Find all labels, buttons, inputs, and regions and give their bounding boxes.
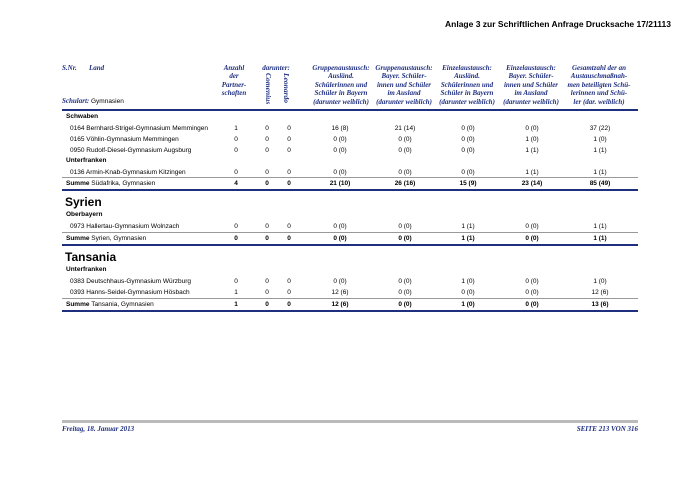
cell-gruppen-ausl: 0 (0) bbox=[333, 278, 347, 285]
cell-gesamt: 1 (1) bbox=[593, 169, 607, 176]
cell-gruppen-ausl: 16 (8) bbox=[331, 125, 349, 132]
section-rule bbox=[62, 310, 638, 312]
header-land: Land bbox=[89, 64, 105, 72]
cell-leonardo: 0 bbox=[287, 289, 291, 296]
sum-gruppen-ausl: 0 (0) bbox=[333, 235, 347, 242]
header-line: Schülerinnen und bbox=[314, 80, 368, 89]
sum-gruppen-bayer: 0 (0) bbox=[398, 301, 412, 308]
header-line: im Ausland bbox=[514, 89, 548, 98]
section-rule bbox=[62, 244, 638, 246]
sum-leonardo: 0 bbox=[287, 180, 291, 187]
header-line: Gruppenaustausch: bbox=[375, 64, 433, 72]
header-line: Ausländ. bbox=[328, 72, 354, 81]
sum-gesamt: 85 (49) bbox=[589, 180, 611, 187]
cell-comenius: 0 bbox=[265, 278, 269, 285]
cell-einzel-bayer: 1 (1) bbox=[525, 147, 539, 154]
cell-leonardo: 0 bbox=[287, 125, 291, 132]
sum-row bbox=[62, 300, 638, 309]
table-row bbox=[62, 277, 638, 286]
cell-gruppen-ausl: 12 (6) bbox=[331, 289, 349, 296]
sum-anzahl: 0 bbox=[234, 235, 238, 242]
school-name: 0165 Vöhlin-Gymnasium Memmingen bbox=[70, 136, 179, 143]
sum-anzahl: 1 bbox=[234, 301, 238, 308]
header-anzahl bbox=[214, 64, 254, 98]
cell-gruppen-bayer: 0 (0) bbox=[398, 169, 412, 176]
header-line: Einzelaustausch: bbox=[442, 64, 492, 72]
header-line: Schüler in Bayern bbox=[314, 89, 368, 98]
header-line: der bbox=[229, 72, 239, 81]
header-line: (darunter weiblich) bbox=[313, 97, 369, 106]
cell-einzel-bayer: 0 (0) bbox=[525, 125, 539, 132]
sum-row bbox=[62, 179, 638, 188]
table-row bbox=[62, 222, 638, 231]
cell-gruppen-bayer: 0 (0) bbox=[398, 147, 412, 154]
cell-einzel-ausl: 0 (0) bbox=[461, 136, 475, 143]
sum-einzel-bayer: 0 (0) bbox=[525, 235, 539, 242]
cell-leonardo: 0 bbox=[287, 223, 291, 230]
header-line: Anzahl bbox=[223, 64, 245, 72]
sum-rule bbox=[62, 232, 638, 233]
header-line: Ausländ. bbox=[454, 72, 480, 81]
sum-comenius: 0 bbox=[265, 235, 269, 242]
sum-einzel-bayer: 0 (0) bbox=[525, 301, 539, 308]
sum-leonardo: 0 bbox=[287, 301, 291, 308]
cell-einzel-ausl: 0 (0) bbox=[461, 169, 475, 176]
sum-gruppen-bayer: 26 (16) bbox=[394, 180, 416, 187]
cell-comenius: 0 bbox=[265, 147, 269, 154]
cell-gesamt: 37 (22) bbox=[589, 125, 611, 132]
cell-gruppen-bayer: 0 (0) bbox=[398, 278, 412, 285]
cell-anzahl: 1 bbox=[234, 289, 238, 296]
cell-einzel-ausl: 0 (0) bbox=[461, 289, 475, 296]
cell-einzel-ausl: 1 (1) bbox=[461, 223, 475, 230]
sum-gesamt: 1 (1) bbox=[593, 235, 607, 242]
header-line: Einzelaustausch: bbox=[506, 64, 556, 72]
region-heading: Oberbayern bbox=[66, 211, 103, 218]
header-line: (darunter weiblich) bbox=[503, 97, 559, 106]
sum-word: Summe bbox=[66, 235, 90, 242]
sum-comenius: 0 bbox=[265, 180, 269, 187]
header-line: schaften bbox=[221, 89, 247, 98]
header-einzel-ausl bbox=[434, 64, 500, 106]
cell-comenius: 0 bbox=[265, 169, 269, 176]
footer-rule bbox=[62, 420, 638, 423]
cell-leonardo: 0 bbox=[287, 147, 291, 154]
header-gruppen-ausl bbox=[307, 64, 375, 106]
cell-einzel-bayer: 1 (1) bbox=[525, 169, 539, 176]
header-line: Bayer. Schüler- bbox=[381, 72, 427, 81]
cell-gesamt: 1 (0) bbox=[593, 278, 607, 285]
sum-word: Summe bbox=[66, 180, 90, 187]
header-line: innen und Schüler bbox=[376, 80, 432, 89]
cell-einzel-bayer: 0 (0) bbox=[525, 223, 539, 230]
header-line: Schüler in Bayern bbox=[440, 89, 494, 98]
header-line: lerinnen und Schü- bbox=[570, 89, 628, 98]
cell-comenius: 0 bbox=[265, 136, 269, 143]
cell-gesamt: 12 (6) bbox=[591, 289, 609, 296]
cell-anzahl: 0 bbox=[234, 169, 238, 176]
sum-einzel-ausl: 1 (1) bbox=[461, 235, 475, 242]
region-heading: Unterfranken bbox=[66, 157, 107, 164]
header-line: Austauschmaßnah- bbox=[570, 72, 628, 81]
school-name: 0973 Hallertau-Gymnasium Wolnzach bbox=[70, 223, 180, 230]
school-name: 0393 Hanns-Seidel-Gymnasium Hösbach bbox=[70, 289, 190, 296]
sum-rule bbox=[62, 177, 638, 178]
header-snr: S.Nr. bbox=[62, 64, 77, 72]
country-heading: Tansania bbox=[65, 250, 117, 264]
header-schulart-label: Schulart: bbox=[62, 97, 90, 105]
school-name: 0383 Deutschhaus-Gymnasium Würzburg bbox=[70, 278, 192, 285]
sum-label bbox=[66, 234, 146, 243]
cell-leonardo: 0 bbox=[287, 169, 291, 176]
header-line: ler (dar. weiblich) bbox=[573, 97, 625, 106]
country-heading: Syrien bbox=[65, 195, 102, 209]
sum-einzel-ausl: 1 (0) bbox=[461, 301, 475, 308]
header-rule bbox=[62, 109, 638, 111]
cell-einzel-bayer: 1 (0) bbox=[525, 136, 539, 143]
sum-comenius: 0 bbox=[265, 301, 269, 308]
sum-rule bbox=[62, 298, 638, 299]
cell-gruppen-bayer: 0 (0) bbox=[398, 136, 412, 143]
cell-anzahl: 0 bbox=[234, 136, 238, 143]
sum-einzel-ausl: 15 (9) bbox=[459, 180, 477, 187]
sum-gruppen-ausl: 12 (6) bbox=[331, 301, 349, 308]
sum-row bbox=[62, 234, 638, 243]
sum-text: Südafrika, Gymnasien bbox=[91, 180, 156, 187]
school-name: 0164 Bernhard-Strigel-Gymnasium Memmingen bbox=[70, 125, 209, 132]
header-leonardo: Leonardo bbox=[282, 73, 291, 103]
header-schulart bbox=[62, 97, 124, 106]
sum-label bbox=[66, 179, 155, 188]
school-name: 0136 Armin-Knab-Gymnasium Kitzingen bbox=[70, 169, 186, 176]
header-line: (darunter weiblich) bbox=[439, 97, 495, 106]
table-row bbox=[62, 146, 638, 155]
section-rule bbox=[62, 189, 638, 191]
header-line: men beteiligten Schü- bbox=[567, 80, 631, 89]
header-einzel-bayer bbox=[498, 64, 564, 106]
header-line: Schülerinnen und bbox=[440, 80, 494, 89]
cell-gesamt: 1 (0) bbox=[593, 136, 607, 143]
cell-gruppen-ausl: 0 (0) bbox=[333, 223, 347, 230]
footer-date: Freitag, 18. Januar 2013 bbox=[62, 425, 135, 433]
header-line: Gruppenaustausch: bbox=[312, 64, 370, 72]
cell-einzel-bayer: 0 (0) bbox=[525, 278, 539, 285]
cell-anzahl: 1 bbox=[234, 125, 238, 132]
cell-gruppen-ausl: 0 (0) bbox=[333, 169, 347, 176]
cell-leonardo: 0 bbox=[287, 136, 291, 143]
header-line: Gesamtzahl der an bbox=[571, 64, 627, 72]
header-gruppen-bayer bbox=[371, 64, 437, 106]
header-line: (darunter weiblich) bbox=[376, 97, 432, 106]
cell-comenius: 0 bbox=[265, 125, 269, 132]
sum-text: Syrien, Gymnasien bbox=[91, 235, 147, 242]
cell-einzel-ausl: 1 (0) bbox=[461, 278, 475, 285]
school-name: 0950 Rudolf-Diesel-Gymnasium Augsburg bbox=[70, 147, 192, 154]
table-row bbox=[62, 135, 638, 144]
table-row bbox=[62, 124, 638, 133]
cell-einzel-ausl: 0 (0) bbox=[461, 147, 475, 154]
sum-word: Summe bbox=[66, 301, 90, 308]
cell-einzel-ausl: 0 (0) bbox=[461, 125, 475, 132]
sum-leonardo: 0 bbox=[287, 235, 291, 242]
sum-einzel-bayer: 23 (14) bbox=[521, 180, 543, 187]
header-line: Bayer. Schüler- bbox=[508, 72, 554, 81]
cell-gruppen-bayer: 21 (14) bbox=[394, 125, 416, 132]
header-line: Partner- bbox=[221, 80, 247, 89]
cell-gesamt: 1 (1) bbox=[593, 223, 607, 230]
header-line: im Ausland bbox=[387, 89, 421, 98]
cell-leonardo: 0 bbox=[287, 278, 291, 285]
cell-gruppen-ausl: 0 (0) bbox=[333, 136, 347, 143]
cell-anzahl: 0 bbox=[234, 278, 238, 285]
cell-comenius: 0 bbox=[265, 289, 269, 296]
sum-gesamt: 13 (6) bbox=[591, 301, 609, 308]
sum-label bbox=[66, 300, 154, 309]
page-title: Anlage 3 zur Schriftlichen Anfrage Drucksache 17/21113 bbox=[445, 19, 671, 29]
cell-gruppen-bayer: 0 (0) bbox=[398, 223, 412, 230]
header-gesamt bbox=[561, 64, 637, 106]
header-schulart-value: Gymnasien bbox=[90, 98, 124, 105]
cell-einzel-bayer: 0 (0) bbox=[525, 289, 539, 296]
sum-anzahl: 4 bbox=[234, 180, 238, 187]
table-row bbox=[62, 168, 638, 177]
cell-comenius: 0 bbox=[265, 223, 269, 230]
cell-gesamt: 1 (1) bbox=[593, 147, 607, 154]
cell-gruppen-bayer: 0 (0) bbox=[398, 289, 412, 296]
header-darunter: darunter: bbox=[262, 64, 290, 72]
table-row bbox=[62, 288, 638, 297]
cell-gruppen-ausl: 0 (0) bbox=[333, 147, 347, 154]
cell-anzahl: 0 bbox=[234, 147, 238, 154]
region-heading: Schwaben bbox=[66, 113, 99, 120]
cell-anzahl: 0 bbox=[234, 223, 238, 230]
sum-gruppen-ausl: 21 (10) bbox=[329, 180, 351, 187]
header-line: innen und Schüler bbox=[503, 80, 559, 89]
sum-gruppen-bayer: 0 (0) bbox=[398, 235, 412, 242]
footer-page-number: SEITE 213 VON 316 bbox=[576, 425, 638, 433]
header-comenius: Comenius bbox=[264, 73, 273, 105]
sum-text: Tansania, Gymnasien bbox=[91, 301, 154, 308]
region-heading: Unterfranken bbox=[66, 266, 107, 273]
